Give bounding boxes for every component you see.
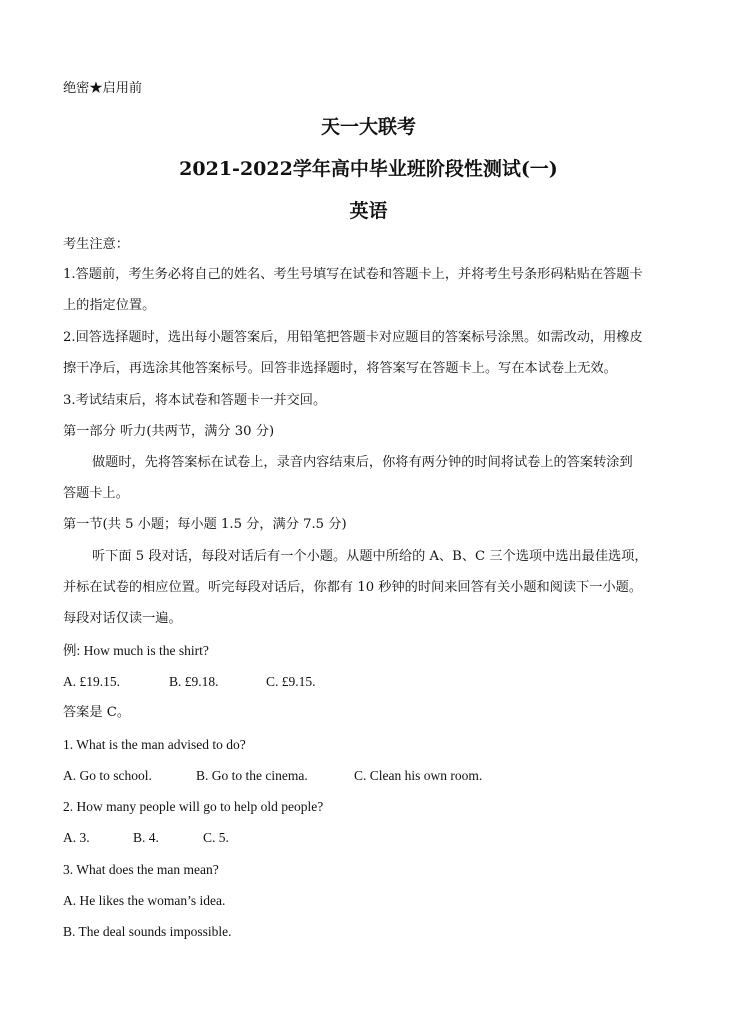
q3-option-b: B. The deal sounds impossible. — [63, 924, 232, 939]
example-option-b: B. £9.18. — [169, 674, 219, 689]
example-option-a: A. £19.15. — [63, 674, 120, 689]
question-1-options — [63, 767, 482, 785]
part1-heading: 第一部分 听力(共两节，满分 30 分) — [63, 424, 275, 439]
q1-option-c: C. Clean his own room. — [354, 768, 483, 783]
notice-item-2-cont: 擦干净后，再选涂其他答案标号。回答非选择题时，将答案写在答题卡上。写在本试卷上无效。 — [63, 361, 617, 376]
q2-option-a: A. 3. — [63, 830, 90, 845]
section1-heading: 第一节(共 5 小题；每小题 1.5 分，满分 7.5 分) — [63, 517, 347, 532]
part1-intro: 做题时，先将答案标在试卷上，录音内容结束后，你将有两分钟的时间将试卷上的答案转涂到 — [92, 455, 633, 470]
notice-item-2: 2.回答选择题时，选出每小题答案后，用铅笔把答题卡对应题目的答案标号涂黑。如需改动，用橡皮 — [63, 330, 643, 345]
section1-intro: 听下面 5 段对话，每段对话后有一个小题。从题中所给的 A、B、C 三个选项中选出最佳选项， — [92, 549, 648, 564]
example-options — [63, 673, 316, 691]
question-2: 2. How many people will go to help old people? — [63, 799, 324, 814]
example-option-c: C. £9.15. — [266, 674, 316, 689]
example-answer: 答案是 C。 — [63, 705, 131, 720]
notice-item-3: 3.考试结束后，将本试卷和答题卡一并交回。 — [63, 393, 327, 408]
example-question: 例: How much is the shirt? — [63, 643, 209, 658]
section1-intro-cont: 并标在试卷的相应位置。听完每段对话后，你都有 10 秒钟的时间来回答有关小题和阅读下一小题。 — [63, 580, 643, 595]
notice-item-1: 1.答题前，考生务必将自己的姓名、考生号填写在试卷和答题卡上，并将考生号条形码粘贴在答题卡 — [63, 267, 643, 282]
q2-option-c: C. 5. — [203, 830, 229, 845]
q3-option-a: A. He likes the woman’s idea. — [63, 893, 226, 908]
subject-title: 英语 — [349, 200, 388, 222]
q1-option-a: A. Go to school. — [63, 768, 152, 783]
confidential-label: 绝密★启用前 — [63, 81, 143, 96]
part1-intro-cont: 答题卡上。 — [63, 486, 129, 501]
exam-title: 2021-2022学年高中毕业班阶段性测试(一) — [179, 158, 558, 180]
section1-intro-cont-2: 每段对话仅读一遍。 — [63, 611, 182, 626]
notice-item-1-cont: 上的指定位置。 — [63, 298, 156, 313]
question-2-options — [63, 829, 229, 847]
question-1: 1. What is the man advised to do? — [63, 737, 246, 752]
q1-option-b: B. Go to the cinema. — [196, 768, 308, 783]
question-3: 3. What does the man mean? — [63, 862, 219, 877]
q2-option-b: B. 4. — [133, 830, 159, 845]
notice-heading: 考生注意： — [63, 237, 129, 252]
org-title: 天一大联考 — [320, 116, 416, 138]
